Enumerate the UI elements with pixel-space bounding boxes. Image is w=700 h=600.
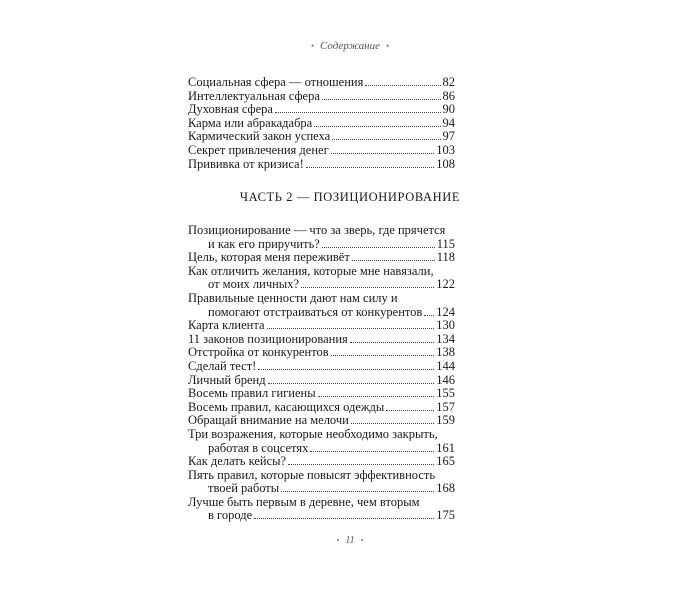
toc-leader bbox=[267, 328, 435, 329]
toc-leader bbox=[258, 369, 434, 370]
running-header bbox=[0, 40, 700, 52]
toc-leader bbox=[306, 167, 435, 168]
part-heading: ЧАСТЬ 2 — ПОЗИЦИОНИРОВАНИЕ bbox=[239, 190, 461, 204]
toc-entry-title: Личный бренд bbox=[188, 373, 266, 387]
toc-entry-page: 175 bbox=[436, 508, 455, 523]
toc-entry-title: Как делать кейсы? bbox=[188, 455, 287, 469]
toc-leader bbox=[351, 423, 434, 424]
toc-entry bbox=[188, 346, 455, 360]
toc-entry bbox=[188, 319, 455, 333]
toc-leader bbox=[322, 99, 441, 100]
toc-section-1 bbox=[188, 76, 455, 171]
toc-entry-page: 144 bbox=[436, 358, 455, 373]
toc-leader bbox=[331, 355, 435, 356]
toc-entry-page: 82 bbox=[442, 75, 455, 89]
toc-entry bbox=[188, 158, 455, 172]
toc-entry-title: 11 законов позиционирования bbox=[188, 332, 348, 346]
toc-entry bbox=[188, 76, 455, 90]
toc-entry-title-line2: в городе bbox=[208, 509, 253, 523]
toc-leader bbox=[281, 491, 434, 492]
toc-entry-page: 108 bbox=[436, 156, 455, 171]
toc-entry bbox=[188, 278, 455, 292]
toc-entry bbox=[188, 306, 455, 320]
toc-entry-title-line1: Лучше быть первым в деревне, чем вторым bbox=[188, 494, 420, 509]
toc-entry bbox=[188, 360, 455, 374]
toc-leader bbox=[268, 383, 435, 384]
toc-entry-page: 115 bbox=[436, 236, 455, 251]
toc-entry bbox=[188, 90, 455, 104]
toc-entry-title: Духовная сфера bbox=[188, 103, 273, 117]
toc-entry-page: 86 bbox=[442, 88, 455, 103]
toc-leader bbox=[322, 247, 435, 248]
toc-entry-title: Отстройка от конкурентов bbox=[188, 346, 329, 360]
toc-entry bbox=[188, 482, 455, 496]
toc-entry-page: 165 bbox=[436, 454, 455, 469]
toc-entry-page: 168 bbox=[436, 481, 455, 496]
toc-entry bbox=[188, 509, 455, 523]
toc-entry-title-line2: и как его приручить? bbox=[208, 237, 320, 251]
toc-leader bbox=[350, 342, 434, 343]
page-footer bbox=[0, 535, 700, 546]
toc-entry bbox=[188, 251, 455, 265]
toc-entry bbox=[188, 401, 455, 415]
footer-dot-left: • bbox=[336, 536, 340, 545]
toc-leader bbox=[331, 153, 435, 154]
toc-entry-title-line1: Три возражения, которые необходимо закрыть, bbox=[188, 426, 438, 441]
toc-entry bbox=[188, 238, 455, 252]
toc-entry-page: 94 bbox=[442, 115, 455, 130]
toc-entry-page: 118 bbox=[436, 250, 455, 265]
toc-entry bbox=[188, 333, 455, 347]
toc-section-2 bbox=[188, 224, 455, 523]
toc-entry-title: Сделай тест! bbox=[188, 359, 257, 373]
toc-entry-page: 122 bbox=[436, 277, 455, 292]
toc-entry-title: Прививка от кризиса! bbox=[188, 157, 304, 171]
toc-leader bbox=[254, 518, 434, 519]
toc-entry-page: 146 bbox=[436, 372, 455, 387]
toc-leader bbox=[365, 85, 440, 86]
toc-entry-title: Карма или абракадабра bbox=[188, 116, 313, 130]
toc-leader bbox=[275, 112, 441, 113]
toc-leader bbox=[424, 315, 434, 316]
toc-entry-title: Обращай внимание на мелочи bbox=[188, 414, 349, 428]
toc-leader bbox=[301, 287, 434, 288]
header-title: Содержание bbox=[319, 40, 380, 52]
toc-entry bbox=[188, 103, 455, 117]
toc-entry bbox=[188, 455, 455, 469]
toc-entry-page: 103 bbox=[436, 142, 455, 157]
toc-entry-page: 138 bbox=[436, 345, 455, 360]
toc-entry-page: 155 bbox=[436, 386, 455, 401]
toc-entry-title-line1: Пять правил, которые повысят эффективность bbox=[188, 467, 436, 482]
toc-entry-title-line2: помогают отстраиваться от конкурентов bbox=[208, 305, 423, 319]
toc-entry-page: 130 bbox=[436, 318, 455, 333]
toc-entry-title: Интеллектуальная сфера bbox=[188, 89, 320, 103]
footer-dot-right: • bbox=[360, 536, 364, 545]
toc-entry bbox=[188, 117, 455, 131]
toc-entry-title: Секрет привлечения денег bbox=[188, 143, 329, 157]
toc-entry-title: Социальная сфера — отношения bbox=[188, 76, 364, 89]
toc-entry bbox=[188, 387, 455, 401]
toc-entry-title: Кармический закон успеха bbox=[188, 130, 331, 144]
toc-leader bbox=[318, 396, 435, 397]
toc-entry-title-line1: Как отличить желания, которые мне навязали, bbox=[188, 263, 434, 278]
toc-leader bbox=[310, 451, 434, 452]
toc-leader bbox=[288, 464, 434, 465]
toc-leader bbox=[332, 139, 440, 140]
toc-entry-title: Карта клиента bbox=[188, 319, 265, 333]
toc-entry-title-line1: Позиционирование — что за зверь, где прячется bbox=[188, 223, 446, 237]
header-dot-left: • bbox=[310, 41, 314, 51]
page-number: 11 bbox=[345, 535, 355, 546]
toc-leader bbox=[386, 410, 434, 411]
toc-entry-page: 90 bbox=[442, 102, 455, 117]
toc-entry bbox=[188, 374, 455, 388]
toc-entry-title: Восемь правил, касающихся одежды bbox=[188, 400, 385, 414]
toc-entry bbox=[188, 130, 455, 144]
toc-entry-page: 157 bbox=[436, 399, 455, 414]
toc-entry-title: Цель, которая меня переживёт bbox=[188, 251, 350, 265]
toc-entry bbox=[188, 414, 455, 428]
toc-entry-title-line2: от моих личных? bbox=[208, 278, 299, 292]
toc-entry-page: 159 bbox=[436, 413, 455, 428]
toc-entry-page: 161 bbox=[436, 440, 455, 455]
toc-entry-title-line1: Правильные ценности дают нам силу и bbox=[188, 290, 398, 305]
toc-entry-page: 97 bbox=[442, 129, 455, 144]
header-dot-right: • bbox=[386, 41, 390, 51]
toc-entry-title-line2: работая в соцсетях bbox=[208, 441, 309, 455]
toc-entry-title-line2: твоей работы bbox=[208, 482, 280, 496]
toc-entry bbox=[188, 144, 455, 158]
toc-entry-page: 124 bbox=[436, 304, 455, 319]
toc-entry-page: 134 bbox=[436, 331, 455, 346]
toc-leader bbox=[352, 260, 435, 261]
toc-entry-title: Восемь правил гигиены bbox=[188, 387, 316, 401]
toc-leader bbox=[314, 126, 440, 127]
toc-entry bbox=[188, 442, 455, 456]
